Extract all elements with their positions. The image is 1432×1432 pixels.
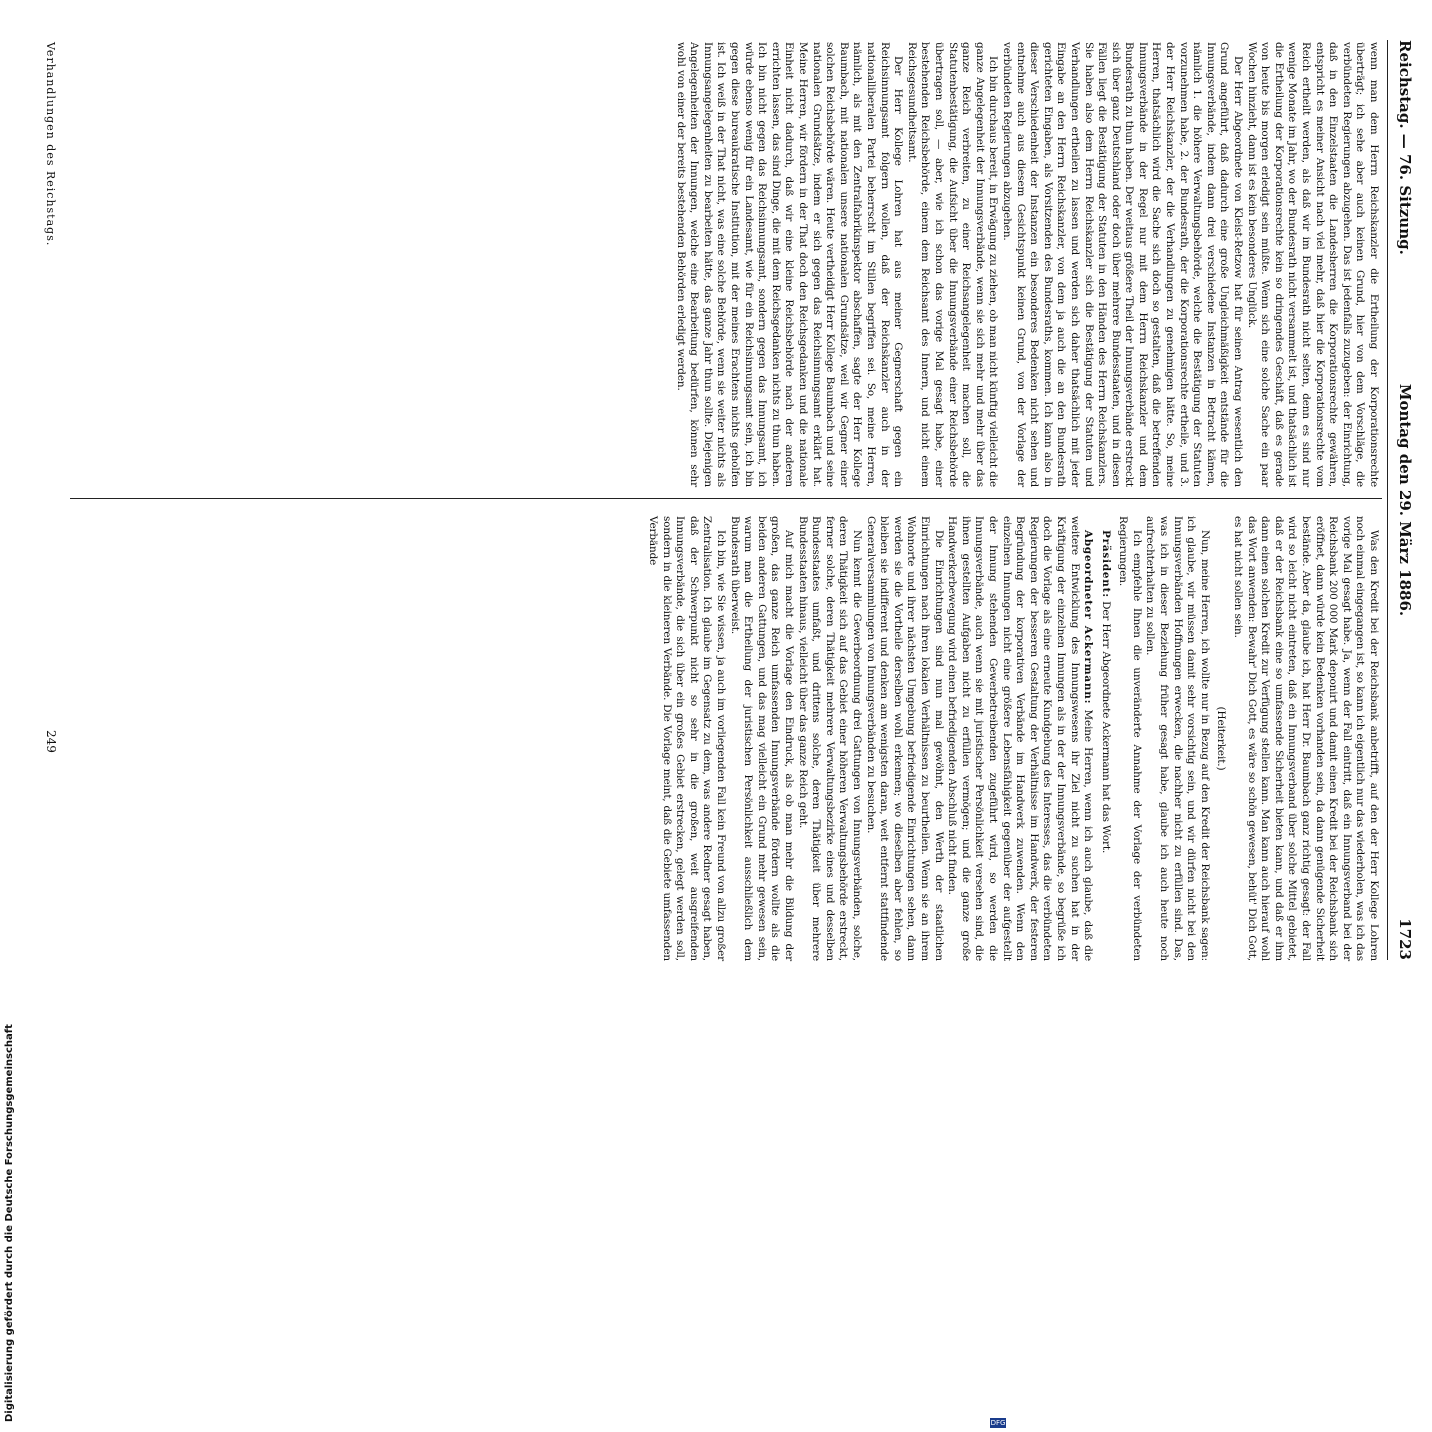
footer-text: Verhandlungen des Reichstags. — [44, 42, 57, 247]
body-paragraph: Ich bin, wie Sie wissen, ja auch im vorliegenden Fall kein Freund von allzu großer Zentralisation. Ich glaube im Gegensatz zu dem, was andere Redner gesagt haben, daß der Schwerpunkt nicht so sehr in die großen, weit ausgreifenden Innungsverbände, die sich über ein großes Gebiet erstrecken, gelegt werden soll, sondern in die kleineren Verbände. Die Vorlage meint, daß die Gebiete umfassenden Verbände — [647, 516, 728, 961]
stage-direction: (Heiterkeit.) — [1215, 706, 1228, 771]
body-paragraph: Ich empfehle Ihnen die unveränderte Annahme der Vorlage der verbündeten Regierungen. — [1117, 516, 1143, 961]
digitization-credit — [0, 432, 20, 1432]
header-date: Montag den 29. März 1886. — [1396, 383, 1414, 617]
left-column — [673, 42, 1380, 487]
body-paragraph: Auf mich macht die Vorlage den Eindruck, als ob man mehr die Bildung der großen, das ganze Reich umfassenden Innungsverbände fördern wollte als die beiden anderen Gattungen, und das mag vielleicht ein Grund mehr gewesen sein, warum man die Ertheilung der juristischen Persönlichkeit ausschließlich dem Bundesrath überweist. — [728, 516, 796, 961]
header-rule — [1387, 40, 1388, 960]
speech-text: Meine Herren, wenn ich auch glaube, daß die weitere Entwicklung des Innungswesens ihr Ziel nicht zu suchen hat in der Kräftigung der einzelnen Innungen als in der der Innungsverbände, so begrüße ich doch die Vorlage als eine erneute Kundgebung des Interesses, das die verbündeten Regierungen der besseren Gestaltung der Verhältnisse im Handwerk, der festeren Begründung der korporativen Verbände im Handwerk zuwenden. Wenn den einzelnen Innungen nicht eine größere Lebensfähigkeit gegenüber der aufgestellt der Innung stehenden Gewerbetreibenden zugeführt wird, so werden die Innungsverbände, auch wenn sie mit juristischer Persönlichkeit versehen sind, die ihnen gestellten Aufgaben nicht zu erfüllen vermögen; und die ganze große Handwerkerbewegung wird einen befriedigenden Abschluß nicht finden. — [946, 516, 1095, 961]
body-paragraph: Was den Kredit bei der Reichsbank anbetrifft, auf den der Herr Kollege Lohren noch einmal eingegangen ist, so kann ich eigentlich nur das wiederholen, was ich das vorige Mal gesagt habe. Ja, wenn der Fall eintritt, daß ein Innungsverband bei der Reichsbank 200 000 Mark deponirt und damit einen Kredit bei der Reichsbank sich eröffnet, dann würde kein Bedenken vorhanden sein, da dann genügende Sicherheit bestände. Aber da, glaube ich, hat Herr Dr. Baumbach ganz richtig gesagt: der Fall wird so leicht nicht eintreten, daß ein Innungsverband über solche Mittel gebietet, daß er der Reichsbank eine so umfassende Sicherheit bieten kann, und daß er ihm dann einen solchen Kredit zur Verfügung stellen kann. Man kann auch hierauf wohl das Wort anwenden: Bewahr' Dich Gott, es wäre so schön gewesen, behüt' Dich Gott, es hat nicht sollen sein. — [1232, 516, 1380, 961]
dfg-logo: DFG — [990, 1419, 1006, 1427]
body-paragraph: Nun, meine Herren, ich wollte nur in Bezug auf den Kredit der Reichsbank sagen: ich glaube, wir müssen damit sehr vorsichtig sein, und wir dürfen nicht bei den Innungsverbänden Hoffnungen erwecken, die nachher nicht zu erfüllen sind. Das, was ich in dieser Beziehung früher gesagt habe, glaube ich auch heute noch aufrechterhalten zu sollen. — [1144, 516, 1211, 961]
speaker-name: Präsident: — [1099, 530, 1112, 598]
body-paragraph: Ich bin durchaus bereit, in Erwägung zu ziehen, ob man nicht künftig vielleicht die ganze Angelegenheit der Innungsverbände, wenn sie sich mehr und mehr über das ganze Reich verbreiten, zu einer Reichsangelegenheit machen soll, die Statutenbestätigung, die Aufsicht über die Innungsverbände einer Reichsbehörde übertragen soll, — aber, wie ich schon das vorige Mal gesagt habe, einer bestehenden Reichsbehörde, einem dem Reichsamt des Innern, und nicht einem Reichsgesundheitsamt. — [905, 42, 1000, 487]
speech-text: Der Herr Abgeordnete Ackermann hat das Wort. — [1099, 601, 1112, 854]
body-paragraph: Der Herr Abgeordnete von Kleist-Retzow hat für seinen Antrag wesentlich den Grund angeführt, daß dadurch eine große Ungleichmäßigkeit entstände für die Innungsverbände, indem dann drei verschiedene Instanzen in Betracht kämen, nämlich 1. die höhere Verwaltungsbehörde, welche die Bestätigung der Statuten vorzunehmen habe, 2. der Bundesrath, der die Korporationsrechte ertheile, und 3. der Herr Reichskanzler, der die Verhandlungen zu genehmigen hätte. So, meine Herren, thatsächlich wird die Sache sich doch so gestalten, daß die betreffenden Innungsverbände in der Regel nur mit dem Herrn Reichskanzler und dem Bundesrath zu thun haben. Der weitaus größere Theil der Innungsverbände erstreckt sich über ganz Deutschland oder doch über mehrere Bundesstaaten, und in diesen Fällen liegt die Bestätigung der Statuten in den Händen des Herrn Reichskanzlers. Sie haben also dem Herrn Reichskanzler sich die Bestätigung der Statuten und Verhandlungen ertheilen zu lassen und werden sich daher thatsächlich mit jeder Eingabe an den Herrn Reichskanzler, von dem ja auch die an den Bundesrath gerichteten Eingaben, als Vorsitzenden des Bundesraths, kommen. Ich kann also in dieser Verschiedenheit der Instanzen ein besonderes Bedenken nicht sehen und entnehme auch aus diesem Gesichtspunkt keinen Grund, von der Vorlage der verbündeten Regierungen abzugehen. — [1000, 42, 1245, 487]
speaker-paragraph — [1098, 516, 1112, 961]
header-page-number: 1723 — [1396, 918, 1414, 960]
body-paragraph: Die Einrichtungen sind nun mal gewöhnt, den Werth der staatlichen Einrichtungen nach ihren lokalen Verhältnissen zu beurtheilen. Wenn sie an ihrem Wohnorte und ihrer nächsten Umgebung befriedigende Einrichtungen sehen, dann werden sie die Vortheile derselben wohl erkennen; wo dieselben aber fehlen, so bleiben sie indifferent und denken am wenigsten daran, weit entfernt stattfindende Generalversammlungen von Innungsverbänden zu besuchen. — [864, 516, 945, 961]
digitization-credit-text: Digitalisierung gefördert durch die Deutsche Forschungsgemeinschaft — [4, 1024, 15, 1422]
column-divider — [70, 498, 1382, 499]
body-paragraph: wenn man dem Herrn Reichskanzler die Ertheilung der Korporationsrechte überträgt; ich sehe aber auch keinen Grund, hier von dem Vorschläge, die verbündeten Regierungen abzugehen. Das ist jedenfalls zuzugeben: der Einrichtung, daß in den Einzelstaaten die Landesherren die Korporationsrechte gewähren, entspricht es meiner Ansicht nach viel mehr, daß hier die Korporationsrechte vom Reich ertheilt werden, als daß wir im Bundesrath nicht selten, denn es sind nur wenige Monate im Jahr, wo der Bundesrath nicht versammelt ist, und thatsächlich ist die Ertheilung der Korporationsrechte kein so dringendes Geschäft, daß es gerade von heute bis morgen erledigt sein müßte. Wenn sich eine solche Sache ein paar Wochen hinzieht, dann ist es kein besonderes Unglück. — [1245, 42, 1380, 487]
header-left: Reichstag. — 76. Sitzung. — [1396, 40, 1414, 255]
footer-page-number: 249 — [44, 730, 58, 753]
speaker-name: Abgeordneter Ackermann: — [1082, 530, 1095, 705]
body-paragraph: Nun kennt die Gewerbeordnung drei Gattungen von Innungsverbänden, solche, deren Thätigkeit sich auf das Gebiet einer höheren Verwaltungsbehörde erstreckt, ferner solche, deren Thätigkeit mehrere Verwaltungsbezirke eines und desselben Bundesstaates umfaßt, und drittens solche, deren Thätigkeit über mehrere Bundesstaaten hinaus, vielleicht über das ganze Reich geht. — [796, 516, 864, 961]
right-column — [646, 516, 1380, 961]
speaker-paragraph — [945, 516, 1095, 961]
page-header — [1390, 40, 1414, 960]
body-paragraph: Der Herr Kollege Lohren hat aus meiner Gegnerschaft gegen ein Reichsinnungsamt folgern wollen, daß der Reichskanzler auch in der nationalliberalen Partei beherrscht im Stillen begriffen sei. So, meine Herren, nämlich, als mit den Zentralfabrikinspektor abschaffen, sagte der Herr Kollege Baumbach, mit nationalen unsere nationalen Grundsätze, weil wir Gegner einer solchen Reichsbehörde wären. Heute vertheidigt Herr Kollege Baumbach und seine nationalen Grundsätze, indem er sich gegen das Reichsinnungsamt erklärt hat. Meine Herren, wir fördern in der That doch den Reichsgedanken und die nationale Einheit nicht dadurch, daß wir eine kleine Reichsbehörde nach der anderen errichten lassen, das sind Dinge, die mit dem Reichsgedanken nichts zu thun haben. Ich bin nicht gegen das Reichsinnungsamt, sondern gegen das Innungsamt, ich würde ebenso wenig für ein Landesamt, wie für ein Reichsinnungsamt sein, ich bin gegen diese bureaukratische Institution, mit der meines Erachtens nichts geholfen ist. Ich weiß in der That nicht, was eine solche Behörde, wenn sie weiter nichts als Innungsangelegenheiten zu bearbeiten hätte, das ganze Jahr thun sollte. Diejenigen Angelegenheiten der Innungen, welche eine Bearbeitung bedürfen, können sehr wohl von einer der bereits bestehenden Behörden erledigt werden. — [674, 42, 905, 487]
